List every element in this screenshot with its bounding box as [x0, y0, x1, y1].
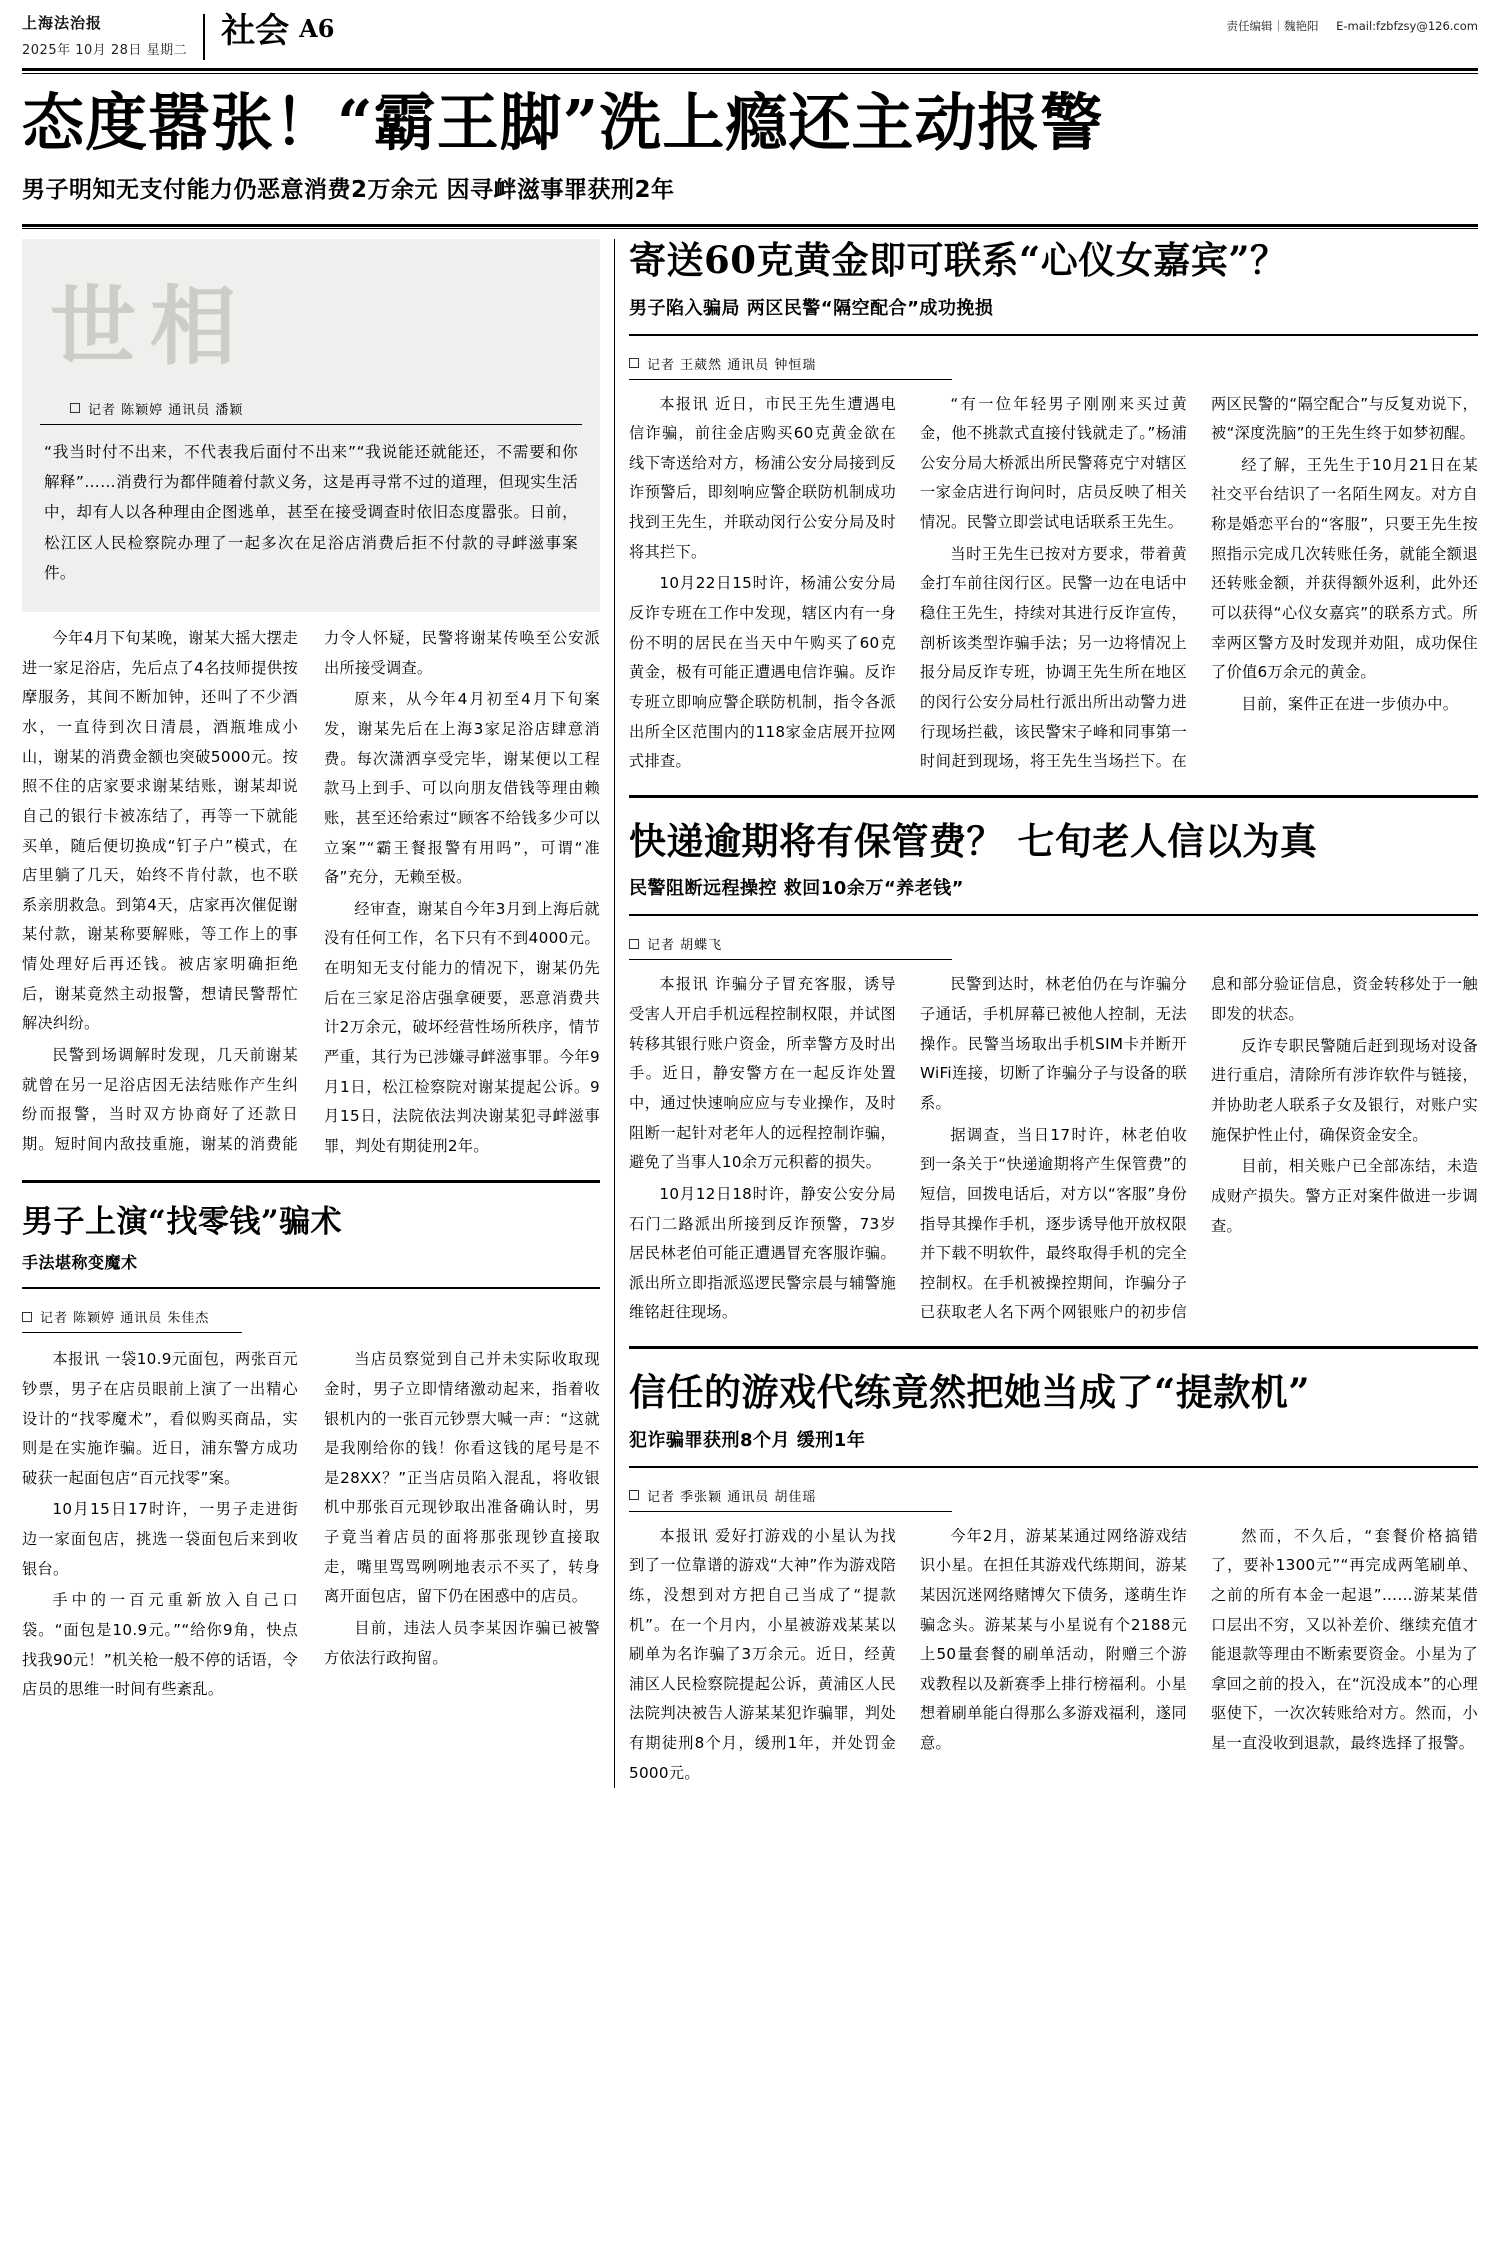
story-game-byline-text: 记者 季张颖 通讯员 胡佳瑶: [647, 1489, 817, 1505]
story-gold-deck: 男子陷入骗局 两区民警“隔空配合”成功挽损: [629, 297, 994, 319]
story-express-rule: [629, 914, 1478, 916]
paragraph: 手中的一百元重新放入自己口袋。“面包是10.9元。”“给你9角，快点找我90元！”机关枪一般不停的话语，令店员的思维一时间有些紊乱。: [22, 1591, 298, 1699]
story-change-byline-text: 记者 陈颖婷 通讯员 朱佳杰: [40, 1311, 210, 1327]
page-title: 态度嚣张！“霸王脚”洗上瘾还主动报警: [22, 86, 1104, 159]
paragraph: 目前，案件正在进一步侦办中。: [1241, 694, 1459, 713]
paragraph: 本报讯 爱好打游戏的小星认为找到了一位靠谱的游戏“大神”作为游戏陪练，没想到对方把自己当成了“提款机”。在一个月内，小星被游戏某某以刷单为名诈骗了3万余元。近日，经黄浦区人民检察院提起公诉，黄浦区人民法院判决被告人游某某犯诈骗罪，判处有期徒刑8个月，缓刑1年，并处罚金5000元。: [629, 1526, 896, 1782]
paragraph: 10月12日18时许，静安公安分局石门二路派出所接到反诈预警，73岁居民林老伯可能正遭遇冒充客服诈骗。派出所立即指派巡逻民警宗晨与辅警施维铭赶往现场。: [629, 1184, 896, 1322]
story-game-body: [629, 1522, 1478, 1789]
story-express-deck: 民警阻断远程操控 救回10余万“养老钱”: [629, 878, 964, 900]
masthead-credits: [1212, 14, 1478, 34]
paragraph: 目前，违法人员李某因诈骗已被警方依法行政拘留。: [324, 1618, 600, 1667]
paragraph: 今年2月，游某某通过网络游戏结识小星。在担任其游戏代练期间，游某某因沉迷网络赌博欠下债务，遂萌生诈骗念头。游某某与小星说有个2188元上50量套餐的刷单活动，附赠三个游戏教程以及新赛季上排行榜福利。小星想着刷单能白得那么多游戏福利，遂同意。: [920, 1526, 1187, 1753]
story-express-byline: [629, 926, 952, 960]
story-change-rule: [22, 1287, 600, 1289]
byline-box-icon: [629, 1490, 639, 1500]
story-express: [629, 820, 1478, 1328]
lead-subheadline: 男子明知无支付能力仍恶意消费2万余元 因寻衅滋事罪获刑2年: [22, 176, 675, 203]
headline-rule: [22, 224, 1478, 229]
story-gold-rule: [629, 334, 1478, 336]
story-game-headline: 信任的游戏代练竟然把她当成了“提款机”: [629, 1370, 1311, 1415]
paragraph: 当时王先生已按对方要求，带着黄金打车前往闵行区。民警一边在电话中稳住王先生，持续对其进行反诈宣传，剖析该类型诈骗手法；另一边将情况上报分局反诈专班，协调王先生所在地区的闵行公安分局杜行派出所出动警力进行现场拦截，该民警宋子峰和同事第一时间赶到现场，将王先生当场拦下。在两区民警的“隔空配合”与反复劝说下，被“深度洗脑”的王先生终于如梦初醒。: [920, 394, 1478, 771]
masthead: [22, 11, 1478, 66]
left-section-rule: [22, 1180, 600, 1183]
right-column: [629, 239, 1478, 1788]
paragraph: “有一位年轻男子刚刚来买过黄金，他不挑款式直接付钱就走了。”杨浦公安分局大桥派出所民警蒋克宁对辖区一家金店进行询问时，店员反映了相关情况。民警立即尝试电话联系王先生。: [920, 394, 1187, 532]
byline-box-icon: [629, 939, 639, 949]
body-grid: [22, 239, 1478, 1788]
story-gold-headline: 寄送60克黄金即可联系“心仪女嘉宾”？: [629, 237, 1288, 282]
masthead-rule-thick: [22, 68, 1478, 71]
story-change-headline: 男子上演“找零钱”骗术: [22, 1203, 343, 1240]
section-block: [221, 11, 335, 51]
watermark-area: [22, 239, 600, 389]
lead-paragraph: “我当时付不出来，不代表我后面付不出来”“我说能还就能还，不需要和你解释”……消费行为都伴随着付款义务，这是再寻常不过的道理，但现实生活中，却有人以各种理由企图逃单，甚至在接受调查时依旧态度嚣张。日前，松江区人民检察院办理了一起多次在足浴店消费后拒不付款的寻衅滋事案件。: [44, 442, 578, 582]
left-column: [22, 239, 600, 1788]
paragraph: 经了解，王先生于10月21日在某社交平台结识了一名陌生网友。对方自称是婚恋平台的“客服”，只要王先生按照指示完成几次转账任务，就能全额退还转账金额，并获得额外返利，此外还可以获得“心仪女嘉宾”的联系方式。所幸两区警方及时发现并劝阻，成功保住了价值6万余元的黄金。: [1211, 455, 1478, 682]
story-game-byline: [629, 1478, 952, 1512]
lead-byline: [40, 389, 582, 425]
masthead-left: [22, 11, 335, 60]
right-section-rule-2: [629, 1346, 1478, 1349]
paragraph: 本报讯 近日，市民王先生遭遇电信诈骗，前往金店购买60克黄金欲在线下寄送给对方，杨浦公安分局接到反诈预警后，即刻响应警企联防机制成功找到王先生，并联动闵行公安分局及时将其拦下。: [629, 394, 896, 561]
email-label: E-mail:fzbfzsy@126.com: [1336, 19, 1478, 33]
byline-box-icon: [629, 358, 639, 368]
section-name: 社会: [221, 11, 290, 51]
byline-box-icon: [70, 403, 80, 413]
story-game-rule: [629, 1466, 1478, 1468]
story-change-deck: 手法堪称变魔术: [22, 1253, 138, 1273]
story-gold-body: [629, 390, 1478, 777]
lead-story-body: [22, 624, 600, 1162]
paragraph: 原来，从今年4月初至4月下旬案发，谢某先后在上海3家足浴店肆意消费。每次潇洒享受完毕，谢某便以工程款马上到手、可以向朋友借钱等理由赖账，甚至还给索过“顾客不给钱多少可以立案”“霸王餐报警有用吗”，可谓“准备”充分，无赖至极。: [324, 690, 600, 887]
paragraph: 然而，不久后，“套餐价格搞错了，要补1300元”“再完成两笔刷单、之前的所有本金一起退”……游某某借口层出不穷，又以补差价、继续充值才能退款等理由不断索要资金。小星为了拿回之前的投入，在“沉没成本”的心理驱使下，一次次转账给对方。然而，小星一直没收到退款，最终选择了报警。: [1211, 1526, 1478, 1753]
lead-headline-block: [22, 74, 1478, 214]
story-gold: [629, 239, 1478, 777]
editor-label: 责任编辑｜魏艳阳: [1226, 19, 1319, 33]
paragraph: 10月15日17时许，一男子走进街边一家面包店，挑选一袋面包后来到收银台。: [22, 1500, 298, 1578]
publication-logo: 上海法治报: [22, 14, 103, 32]
byline-box-icon: [22, 1312, 32, 1322]
lead-story-panel: [22, 239, 600, 612]
story-game-deck: 犯诈骗罪获刑8个月 缓刑1年: [629, 1429, 866, 1451]
story-game: [629, 1371, 1478, 1788]
right-section-rule-1: [629, 795, 1478, 798]
paragraph: 本报讯 一袋10.9元面包，两张百元钞票，男子在店员眼前上演了一出精心设计的“找零魔术”，看似购买商品，实则是在实施诈骗。近日，浦东警方成功破获一起面包店“百元找零”案。: [22, 1350, 298, 1487]
masthead-divider: [203, 14, 205, 60]
paragraph: 民警到达时，林老伯仍在与诈骗分子通话，手机屏幕已被他人控制，无法操作。民警当场取出手机SIM卡并断开WiFi连接，切断了诈骗分子与设备的联系。: [920, 975, 1187, 1112]
story-change-body: [22, 1345, 600, 1705]
paragraph: 经审查，谢某自今年3月到上海后就没有任何工作，名下只有不到4000元。在明知无支付能力的情况下，谢某仍先后在三家足浴店强拿硬要，恶意消费共计2万余元，破坏经营性场所秩序，情节严重，其行为已涉嫌寻衅滋事罪。今年9月1日，松江检察院对谢某提起公诉。9月15日，法院依法判决谢某犯寻衅滋事罪，判处有期徒刑2年。: [324, 899, 600, 1155]
story-gold-byline-text: 记者 王葳然 通讯员 钟恒瑞: [647, 357, 817, 373]
paragraph: 本报讯 诈骗分子冒充客服，诱导受害人开启手机远程控制权限，并试图转移其银行账户资金，所幸警方及时出手。近日，静安警方在一起反诈处置中，通过快速响应应与专业操作，及时阻断一起针对老年人的远程控制诈骗，避免了当事人10余万元积蓄的损失。: [629, 975, 896, 1172]
story-change: [22, 1205, 600, 1705]
story-change-byline: [22, 1299, 242, 1333]
watermark-text: 世相: [50, 275, 250, 377]
column-divider: [614, 239, 615, 1788]
paragraph: 当店员察觉到自己并未实际收取现金时，男子立即情绪激动起来，指着收银机内的一张百元钞票大喊一声：“这就是我刚给你的钱！你看这钱的尾号是不是28XX？”正当店员陷入混乱，将收银机中那张百元现钞取出准备确认时，男子竟当着店员的面将那张现钞直接取走，嘴里骂骂咧咧地表示不买了，转身离开面包店，留下仍在困惑中的店员。: [324, 1350, 600, 1606]
story-gold-byline: [629, 346, 952, 380]
paragraph: 目前，相关账户已全部冻结，未造成财产损失。警方正对案件做进一步调查。: [1211, 1157, 1478, 1235]
paragraph: 反诈专职民警随后赶到现场对设备进行重启，清除所有涉诈软件与链接，并协助老人联系子女及银行，对账户实施保护性止付，确保资金安全。: [1211, 1036, 1478, 1144]
page-number: A6: [299, 14, 335, 43]
publication-date: 2025年 10月 28日 星期二: [22, 42, 188, 58]
lead-byline-text: 记者 陈颖婷 通讯员 潘颖: [88, 402, 244, 418]
paragraph: 10月22日15时许，杨浦公安分局反诈专班在工作中发现，辖区内有一身份不明的居民在当天中午购买了60克黄金，极有可能正遭遇电信诈骗。反诈专班立即响应警企联防机制，指令各派出所全区范围内的118家金店展开拉网式排查。: [629, 574, 896, 771]
paragraph: 今年4月下旬某晚，谢某大摇大摆走进一家足浴店，先后点了4名技师提供按摩服务，其间不断加钟，还叫了不少酒水，一直待到次日清晨，酒瓶堆成小山，谢某的消费金额也突破5000元。按照不住的店家要求谢某结账，谢某却说自己的银行卡被冻结了，再等一下就能买单，随后便切换成“钉子户”模式，在店里躺了几天，始终不肯付款，也不联系亲朋救急。到第4天，店家再次催促谢某付款，谢某称要解账，等工作上的事情处理好后再还钱。被店家明确拒绝后，谢某竟然主动报警，想请民警帮忙解决纠纷。: [22, 629, 298, 1033]
paragraph: 民警到场调解时发现，几天前谢某就曾在另一足浴店因无法结账作产生纠纷而报警，当时双方协商好了还款日期。短时间内敌技重施，谢某的消费能力令人怀疑，民警将谢某传唤至公安派出所接受调查。: [22, 629, 600, 1153]
story-express-byline-text: 记者 胡蝶飞: [647, 938, 723, 954]
story-express-headline: 快递逾期将有保管费？ 七旬老人信以为真: [629, 818, 1318, 863]
story-express-body: [629, 970, 1478, 1328]
paragraph: 据调查，当日17时许，林老伯收到一条关于“快递逾期将产生保管费”的短信，回拨电话后，对方以“客服”身份指导其操作手机，逐步诱导他开放权限并下载不明软件，最终取得手机的完全控制权。在手机被操控期间，诈骗分子已获取老人名下两个网银账户的初步信息和部分验证信息，资金转移处于一触即发的状态。: [920, 975, 1478, 1322]
